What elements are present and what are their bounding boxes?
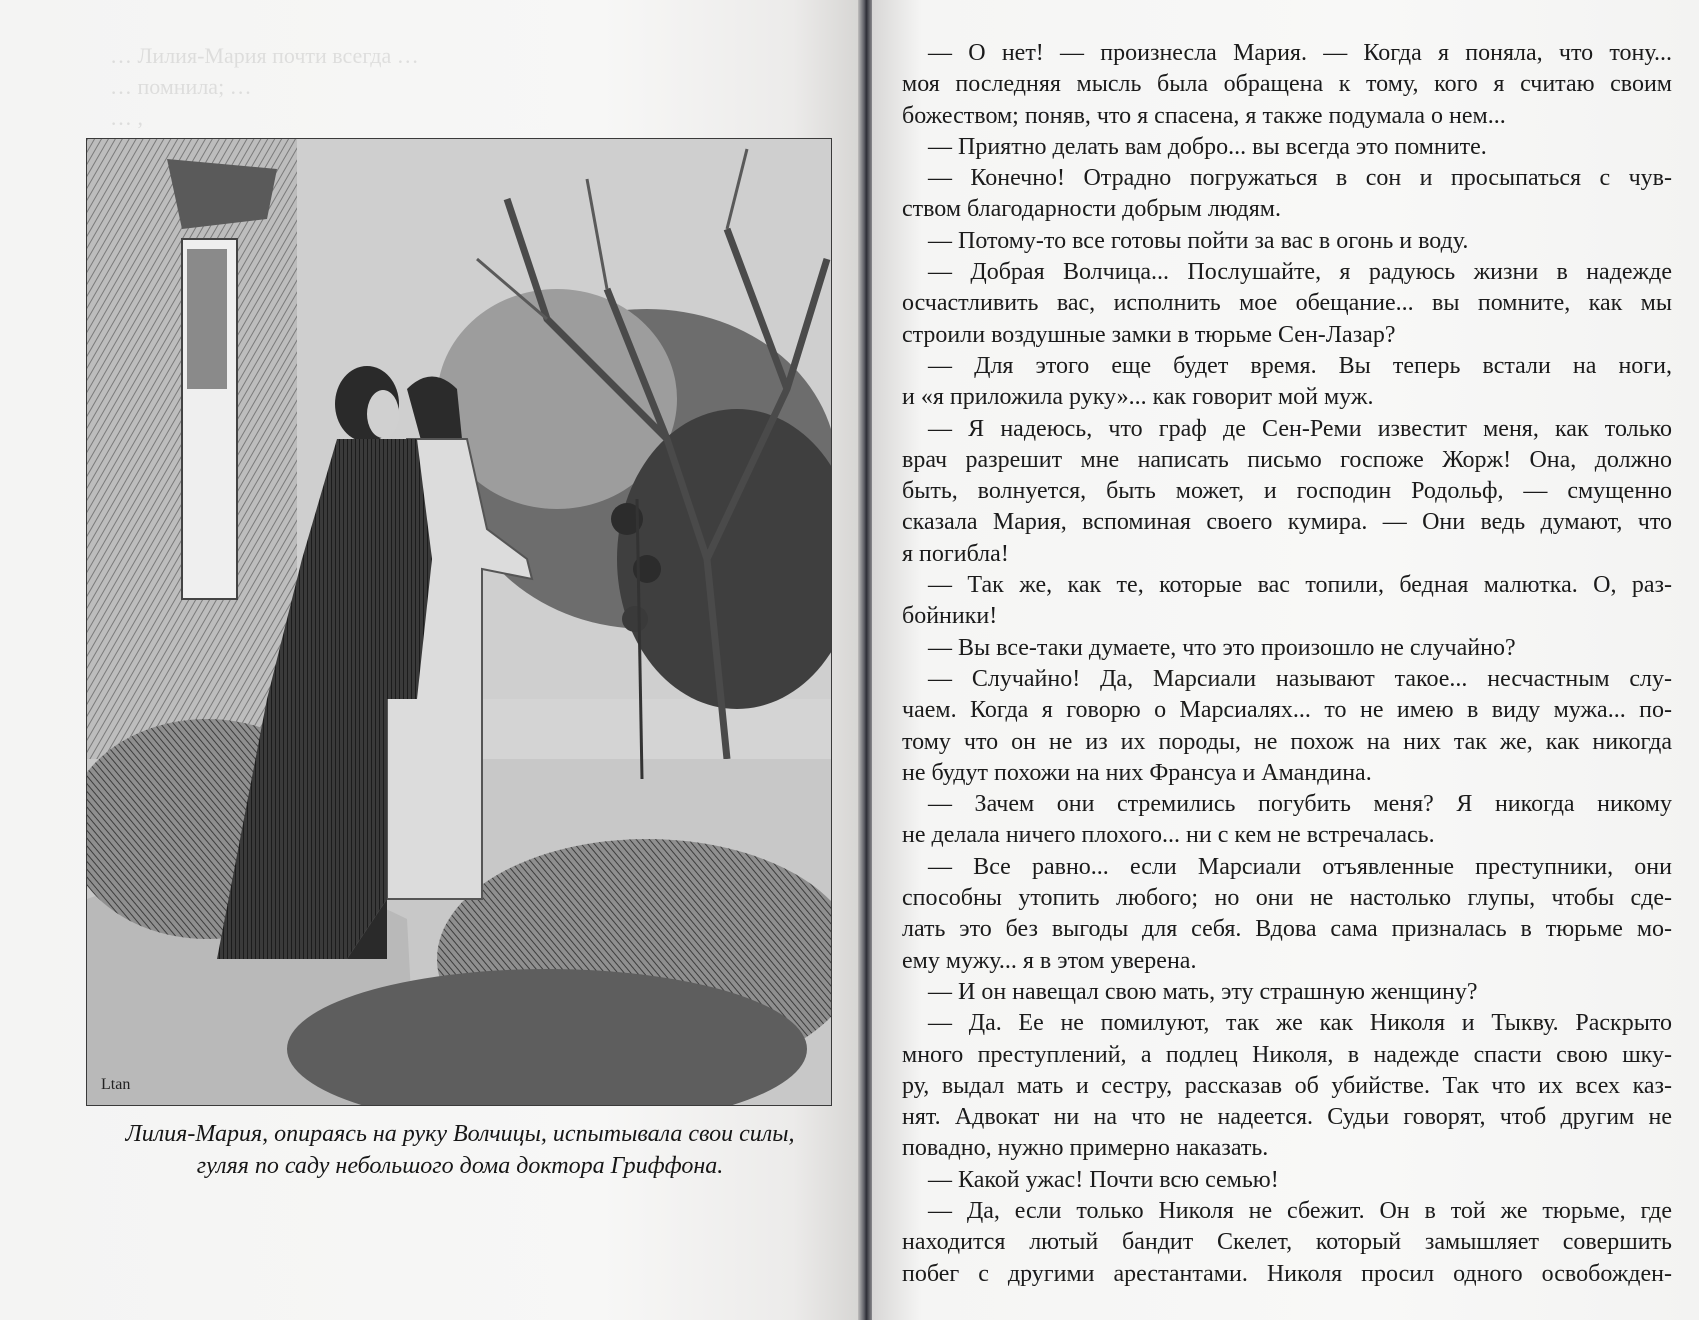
body-text	[902, 38, 1672, 1290]
text-line: — О нет! — произнесла Мария. — Когда я поняла, что тону...	[928, 40, 1672, 66]
text-line: быть, волнуется, быть может, и господин Родольф, — смущенно	[902, 478, 1672, 505]
text-line: находится лютый бандит Скелет, который замышляет совершить	[902, 1229, 1672, 1256]
svg-text:Ltan: Ltan	[101, 1076, 131, 1093]
text-line: много преступлений, а подлец Николя, в надежде спасти свою шку-	[902, 1041, 1672, 1068]
text-line: тому что он не из их породы, не похож на них так же, как никогда	[902, 728, 1672, 755]
text-line: — Зачем они стремились погубить меня? Я никогда никому	[928, 791, 1672, 818]
text-line: сказала Мария, вспоминая своего кумира. — Они ведь думают, что	[902, 509, 1672, 536]
text-line: и «я приложила руку»... как говорит мой муж.	[902, 384, 1374, 411]
garden-engraving-icon	[87, 139, 831, 1105]
text-line: — Все равно... если Марсиали отъявленные преступники, они	[928, 853, 1672, 880]
caption-line: Лилия-Мария, опираясь на руку Волчицы, испытывала свои силы,	[125, 1121, 795, 1147]
text-line: — Добрая Волчица... Послушайте, я радуюсь жизни в надежде	[928, 259, 1672, 286]
text-line: способны утопить любого; но они не настолько глупы, чтобы сде-	[902, 885, 1672, 912]
text-line: — И он навещал свою мать, эту страшную женщину?	[928, 978, 1478, 1005]
text-line: ру, выдал мать и сестру, рассказав об убийстве. Так что их всех каз-	[902, 1072, 1672, 1099]
bleed-through-text-top: … Лилия-Мария почти всегда … … помнила; … … ,	[110, 43, 419, 130]
engraving-illustration	[86, 138, 832, 1106]
text-line: не делала ничего плохого... ни с кем не встречалась.	[902, 822, 1435, 849]
text-line: я погибла!	[902, 540, 1009, 567]
text-line: ему мужу... я в этом уверена.	[902, 947, 1197, 974]
text-line: побег с другими арестантами. Николя просил одного освобожден-	[902, 1260, 1672, 1287]
text-line: — Конечно! Отрадно погружаться в сон и просыпаться с чув-	[928, 165, 1672, 192]
text-line: моя последняя мысль была обращена к тому, кого я считаю своим	[902, 71, 1672, 98]
text-line: — Потому-то все готовы пойти за вас в огонь и воду.	[928, 227, 1469, 254]
text-line: чаем. Когда я говорю о Марсиалях... то не имею в виду мужа... по-	[902, 697, 1672, 724]
text-line: лать это без выгоды для себя. Вдова сама призналась в тюрьме мо-	[902, 916, 1672, 943]
text-line: — Так же, как те, которые вас топили, бедная малютка. О, раз-	[928, 572, 1672, 599]
caption-line: гуляя по саду небольшого дома доктора Гриффона.	[196, 1153, 724, 1179]
book-gutter	[858, 0, 872, 1320]
text-line: ством благодарности добрым людям.	[902, 196, 1281, 223]
right-page	[872, 0, 1699, 1320]
text-line: врач разрешит мне написать письмо госпоже Жорж! Она, должно	[902, 446, 1672, 473]
text-line: повадно, нужно примерно наказать.	[902, 1135, 1269, 1162]
illustration-caption	[90, 1118, 830, 1182]
text-line: — Да. Ее не помилуют, так же как Николя и Тыкву. Раскрыто	[928, 1010, 1672, 1037]
text-line: — Приятно делать вам добро... вы всегда это помните.	[928, 133, 1487, 160]
text-line: осчастливить вас, исполнить мое обещание... вы помните, как мы	[902, 290, 1672, 317]
text-line: не будут похожи на них Франсуа и Амандина.	[902, 759, 1372, 786]
text-line: — Да, если только Николя не сбежит. Он в той же тюрьме, где	[928, 1197, 1672, 1224]
text-line: — Какой ужас! Почти всю семью!	[928, 1166, 1279, 1193]
text-line: — Для этого еще будет время. Вы теперь встали на ноги,	[928, 352, 1672, 379]
text-line: бойники!	[902, 603, 998, 630]
text-line: — Вы все-таки думаете, что это произошло не случайно?	[928, 634, 1516, 661]
text-line: божеством; поняв, что я спасена, я также подумала о нем...	[902, 102, 1506, 129]
text-line: строили воздушные замки в тюрьме Сен-Лазар?	[902, 321, 1396, 348]
text-line: — Я надеюсь, что граф де Сен-Реми известит меня, как только	[928, 415, 1672, 442]
text-line: нят. Адвокат ни на что не надеется. Судьи говорят, чтоб другим не	[902, 1104, 1672, 1131]
text-line: — Случайно! Да, Марсиали называют такое... несчастным слу-	[928, 665, 1672, 692]
